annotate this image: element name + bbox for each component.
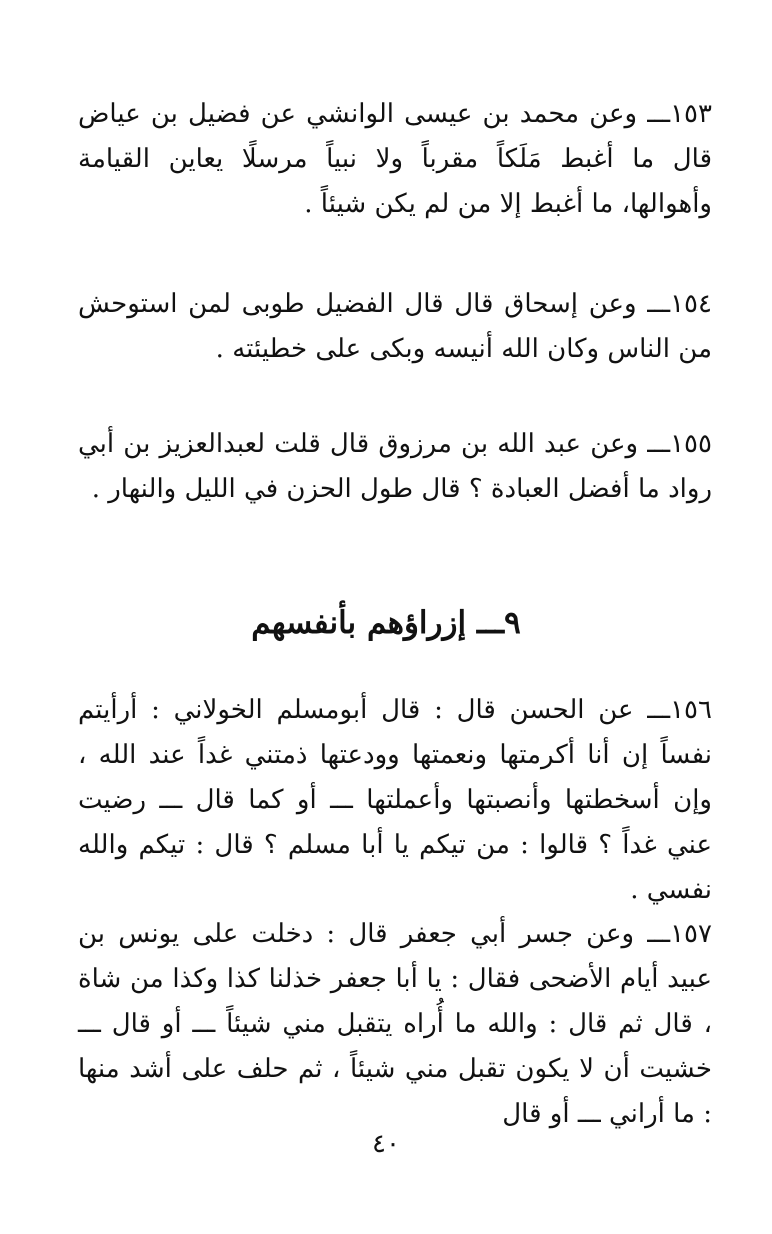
- paragraph-155: ١٥٥ـــ وعن عبد الله بن مرزوق قال قلت لعبدالعزيز بن أبي رواد ما أفضل العبادة ؟ قال طول الحزن في الليل والنهار .: [78, 429, 712, 504]
- paragraph-156: ١٥٦ـــ عن الحسن قال : قال أبومسلم الخولاني : أرأيتم نفساً إن أنا أكرمتها ونعمتها وودعتها ذمتني غداً عند الله ، وإن أسخطتها وأنصبتها وأعملتها ـــ أو كما قال ـــ رضيت عني غداً ؟ قالوا : من تيكم يا أبا مسلم ؟ قال : تيكم والله نفسي .: [78, 695, 712, 905]
- page-number: ٤٠: [372, 1129, 400, 1159]
- section-heading: ٩ـــ إزراؤهم بأنفسهم: [251, 605, 521, 641]
- paragraph-157: ١٥٧ـــ وعن جسر أبي جعفر قال : دخلت على يونس بن عبيد أيام الأضحى فقال : يا أبا جعفر خذلنا كذا وكذا من شاة ، قال ثم قال : والله ما أُراه يتقبل مني شيئاً ـــ أو قال ـــ خشيت أن لا يكون تقبل مني شيئاً ، ثم حلف على أشد منها : ما أراني ـــ أو قال: [78, 919, 712, 1129]
- paragraph-153: ١٥٣ـــ وعن محمد بن عيسى الوانشي عن فضيل بن عياض قال ما أغبط مَلَكاً مقرباً ولا نبياً مرسلًا يعاين القيامة وأهوالها، ما أغبط إلا من لم يكن شيئاً .: [78, 99, 712, 219]
- paragraph-154: ١٥٤ـــ وعن إسحاق قال قال الفضيل طوبى لمن استوحش من الناس وكان الله أنيسه وبكى على خطيئته .: [78, 289, 712, 364]
